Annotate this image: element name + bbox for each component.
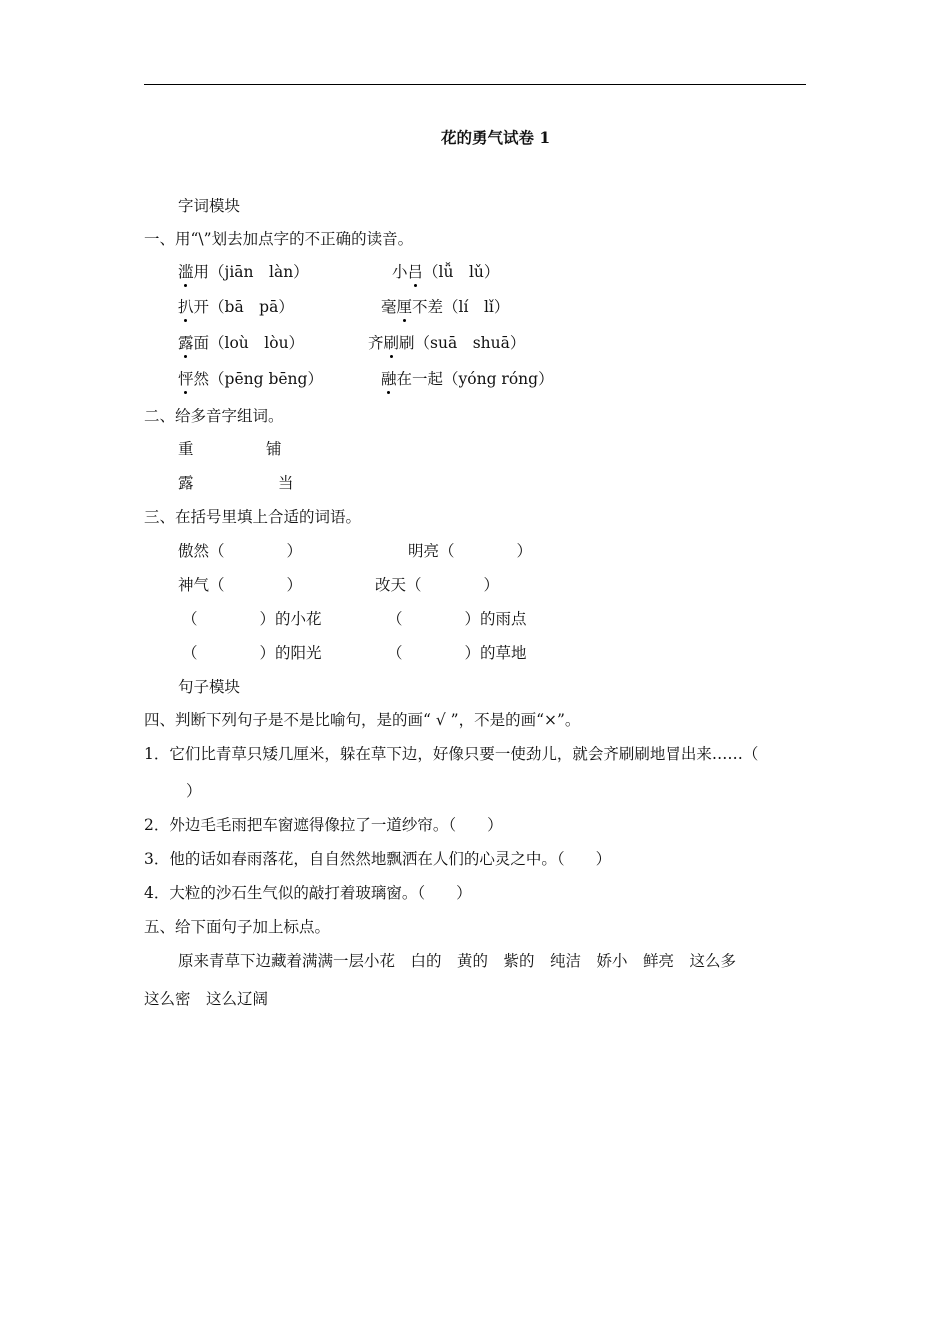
q1-item-7: 怦然（pēng bēng） [178,370,323,388]
header-rule [144,84,806,85]
q4-item-2: 2．外边毛毛雨把车窗遮得像拉了一道纱帘。（ ） [144,816,503,834]
module-sentences-heading: 句子模块 [178,678,241,696]
q4-item-4: 4．大粒的沙石生气似的敲打着玻璃窗。（ ） [144,884,472,902]
q1-item-2: 小吕（lǚ lǔ） [392,263,500,281]
q2-heading: 二、给多音字组词。 [144,407,284,425]
q3-item-7: （ ）的阳光 [182,644,322,662]
q1-heading: 一、用“\”划去加点字的不正确的读音。 [144,230,414,248]
q5-sentence-line1: 原来青草下边藏着满满一层小花 白的 黄的 紫的 纯洁 娇小 鲜亮 这么多 [178,952,737,970]
q5-heading: 五、给下面句子加上标点。 [144,918,331,936]
q2-char-2: 铺 [266,440,282,458]
q1-item-4: 毫厘不差（lí lǐ） [381,298,510,316]
q4-item-1-close: ） [186,782,202,800]
page-title: 花的勇气试卷 1 [441,128,551,147]
q1-item-1: 滥用（jiān làn） [178,263,309,281]
q4-item-3: 3．他的话如春雨落花，自自然然地飘洒在人们的心灵之中。（ ） [144,850,612,868]
q3-item-5: （ ）的小花 [182,610,322,628]
q1-item-5: 露面（loù lòu） [178,334,305,352]
q3-item-8: （ ）的草地 [387,644,527,662]
q1-item-6: 齐刷刷（suā shuā） [368,334,526,352]
q4-heading: 四、判断下列句子是不是比喻句，是的画“ √ ”，不是的画“×”。 [144,711,581,729]
q4-item-1: 1．它们比青草只矮几厘米，躲在草下边，好像只要一使劲儿，就会齐刷刷地冒出来……（ [144,745,759,763]
q3-item-3: 神气（ ） [178,576,303,594]
q2-char-1: 重 [178,440,194,458]
q3-heading: 三、在括号里填上合适的词语。 [144,508,362,526]
q2-char-3: 露 [178,474,194,492]
q3-item-4: 改天（ ） [375,576,500,594]
q3-item-2: 明亮（ ） [408,542,533,560]
q5-sentence-line2: 这么密 这么辽阔 [144,990,269,1008]
q3-item-1: 傲然（ ） [178,542,303,560]
q1-item-3: 扒开（bā pā） [178,298,294,316]
q3-item-6: （ ）的雨点 [387,610,527,628]
module-words-heading: 字词模块 [178,197,241,215]
q2-char-4: 当 [278,474,294,492]
q1-item-8: 融在一起（yóng róng） [381,370,554,388]
